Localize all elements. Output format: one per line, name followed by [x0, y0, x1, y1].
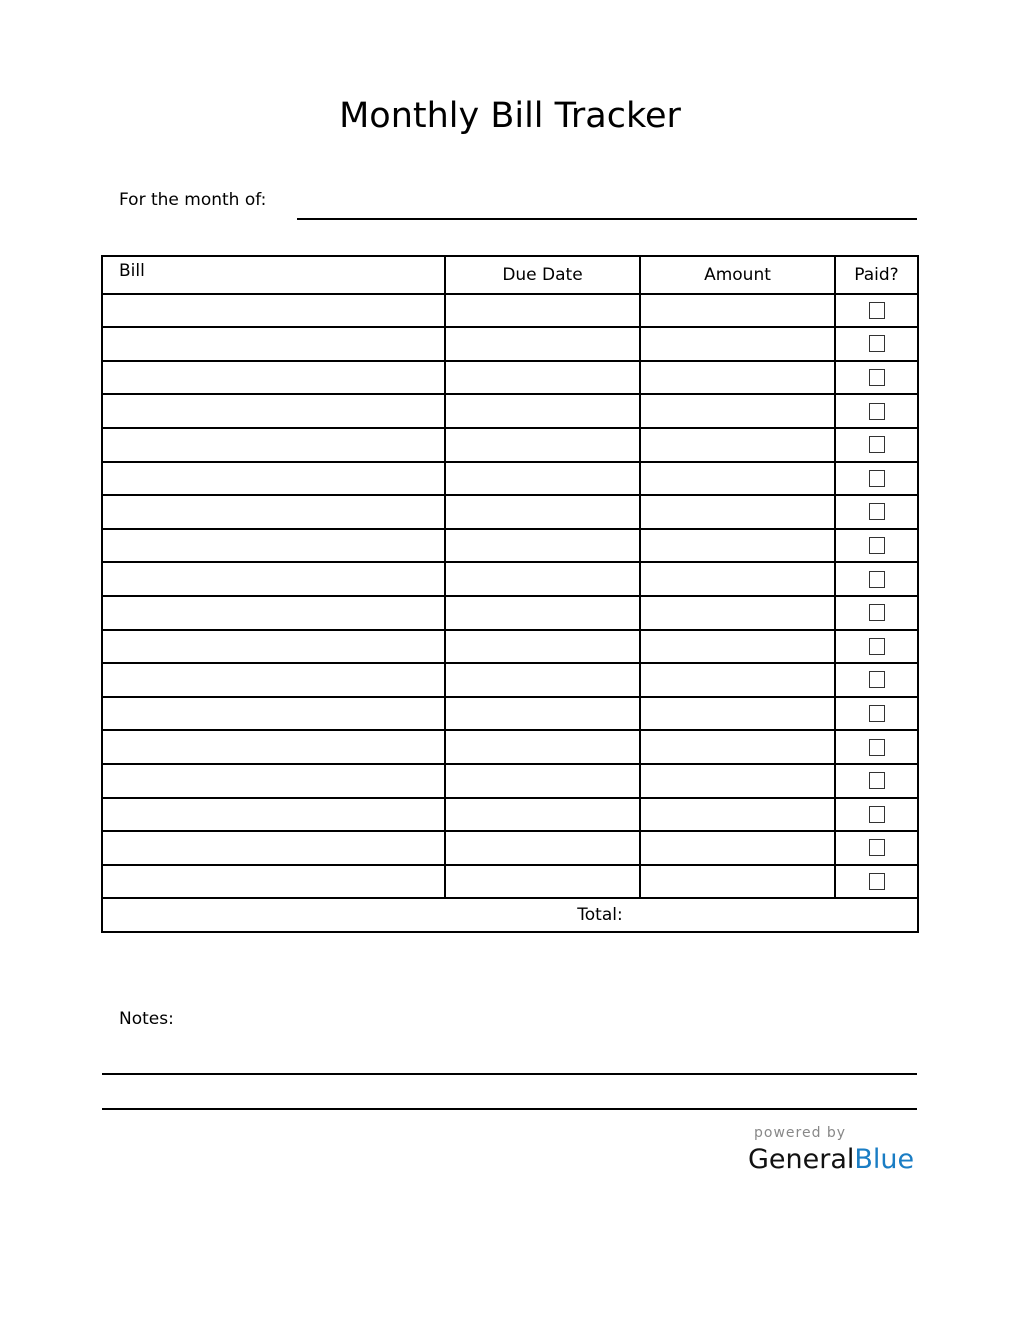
due-date-cell[interactable] [445, 327, 640, 361]
table-row [102, 831, 918, 865]
table-row [102, 327, 918, 361]
due-date-cell[interactable] [445, 562, 640, 596]
bill-table [101, 255, 919, 933]
table-row [102, 865, 918, 899]
paid-cell [835, 462, 918, 496]
notes-line-1[interactable] [102, 1073, 917, 1075]
month-label: For the month of: [119, 190, 267, 210]
table-row [102, 495, 918, 529]
paid-cell [835, 294, 918, 328]
bill-cell[interactable] [102, 865, 445, 899]
due-date-cell[interactable] [445, 831, 640, 865]
paid-checkbox[interactable] [869, 335, 885, 352]
paid-checkbox[interactable] [869, 671, 885, 688]
paid-checkbox[interactable] [869, 503, 885, 520]
amount-cell[interactable] [640, 529, 835, 563]
paid-cell [835, 529, 918, 563]
brand-logo [748, 1144, 914, 1175]
bill-cell[interactable] [102, 764, 445, 798]
paid-cell [835, 663, 918, 697]
paid-cell [835, 428, 918, 462]
amount-cell[interactable] [640, 764, 835, 798]
paid-checkbox[interactable] [869, 739, 885, 756]
paid-checkbox[interactable] [869, 705, 885, 722]
paid-cell [835, 562, 918, 596]
bill-cell[interactable] [102, 495, 445, 529]
due-date-cell[interactable] [445, 630, 640, 664]
due-date-cell[interactable] [445, 294, 640, 328]
table-row [102, 798, 918, 832]
table-row [102, 630, 918, 664]
due-date-cell[interactable] [445, 394, 640, 428]
paid-checkbox[interactable] [869, 772, 885, 789]
bill-cell[interactable] [102, 428, 445, 462]
bill-cell[interactable] [102, 327, 445, 361]
amount-cell[interactable] [640, 495, 835, 529]
paid-checkbox[interactable] [869, 470, 885, 487]
paid-cell [835, 630, 918, 664]
paid-cell [835, 831, 918, 865]
due-date-cell[interactable] [445, 529, 640, 563]
paid-cell [835, 596, 918, 630]
bill-cell[interactable] [102, 294, 445, 328]
table-row [102, 361, 918, 395]
bill-cell[interactable] [102, 798, 445, 832]
bill-cell[interactable] [102, 630, 445, 664]
amount-cell[interactable] [640, 663, 835, 697]
notes-label: Notes: [119, 1009, 174, 1029]
bill-cell[interactable] [102, 596, 445, 630]
table-row [102, 294, 918, 328]
paid-cell [835, 730, 918, 764]
header-paid: Paid? [835, 256, 918, 294]
paid-cell [835, 865, 918, 899]
amount-cell[interactable] [640, 730, 835, 764]
amount-cell[interactable] [640, 630, 835, 664]
paid-checkbox[interactable] [869, 839, 885, 856]
due-date-cell[interactable] [445, 730, 640, 764]
header-bill: Bill [102, 256, 445, 294]
table-row [102, 462, 918, 496]
amount-cell[interactable] [640, 697, 835, 731]
bill-cell[interactable] [102, 730, 445, 764]
page-title: Monthly Bill Tracker [339, 96, 681, 136]
table-row [102, 394, 918, 428]
paid-checkbox[interactable] [869, 436, 885, 453]
brand-part-general: General [748, 1144, 855, 1175]
amount-cell[interactable] [640, 831, 835, 865]
due-date-cell[interactable] [445, 798, 640, 832]
header-due-date: Due Date [445, 256, 640, 294]
bill-cell[interactable] [102, 394, 445, 428]
bill-cell[interactable] [102, 361, 445, 395]
paid-checkbox[interactable] [869, 537, 885, 554]
table-row [102, 562, 918, 596]
amount-cell[interactable] [640, 865, 835, 899]
paid-checkbox[interactable] [869, 571, 885, 588]
table-row [102, 730, 918, 764]
total-row [102, 898, 918, 932]
due-date-cell[interactable] [445, 663, 640, 697]
paid-checkbox[interactable] [869, 403, 885, 420]
amount-cell[interactable] [640, 394, 835, 428]
amount-cell[interactable] [640, 798, 835, 832]
notes-line-2[interactable] [102, 1108, 917, 1110]
amount-cell[interactable] [640, 294, 835, 328]
bill-cell[interactable] [102, 663, 445, 697]
due-date-cell[interactable] [445, 428, 640, 462]
amount-cell[interactable] [640, 361, 835, 395]
paid-cell [835, 495, 918, 529]
due-date-cell[interactable] [445, 361, 640, 395]
amount-cell[interactable] [640, 562, 835, 596]
due-date-cell[interactable] [445, 764, 640, 798]
due-date-cell[interactable] [445, 462, 640, 496]
paid-cell [835, 361, 918, 395]
paid-cell [835, 394, 918, 428]
table-row [102, 697, 918, 731]
paid-cell [835, 327, 918, 361]
header-amount: Amount [640, 256, 835, 294]
powered-by-text: powered by [754, 1125, 847, 1141]
table-row [102, 596, 918, 630]
due-date-cell[interactable] [445, 697, 640, 731]
table-row [102, 529, 918, 563]
brand-part-blue: Blue [854, 1144, 915, 1175]
paid-checkbox[interactable] [869, 369, 885, 386]
due-date-cell[interactable] [445, 865, 640, 899]
paid-checkbox[interactable] [869, 638, 885, 655]
bill-cell[interactable] [102, 562, 445, 596]
amount-cell[interactable] [640, 428, 835, 462]
bill-cell[interactable] [102, 831, 445, 865]
total-label: Total: [102, 898, 918, 932]
due-date-cell[interactable] [445, 596, 640, 630]
table-row [102, 764, 918, 798]
bill-cell[interactable] [102, 529, 445, 563]
paid-cell [835, 697, 918, 731]
table-row [102, 428, 918, 462]
bill-cell[interactable] [102, 462, 445, 496]
amount-cell[interactable] [640, 327, 835, 361]
paid-checkbox[interactable] [869, 604, 885, 621]
paid-checkbox[interactable] [869, 302, 885, 319]
paid-checkbox[interactable] [869, 873, 885, 890]
amount-cell[interactable] [640, 462, 835, 496]
paid-cell [835, 798, 918, 832]
paid-cell [835, 764, 918, 798]
month-input-line[interactable] [297, 218, 917, 220]
paid-checkbox[interactable] [869, 806, 885, 823]
table-header-row [102, 256, 918, 294]
amount-cell[interactable] [640, 596, 835, 630]
table-row [102, 663, 918, 697]
bill-cell[interactable] [102, 697, 445, 731]
due-date-cell[interactable] [445, 495, 640, 529]
